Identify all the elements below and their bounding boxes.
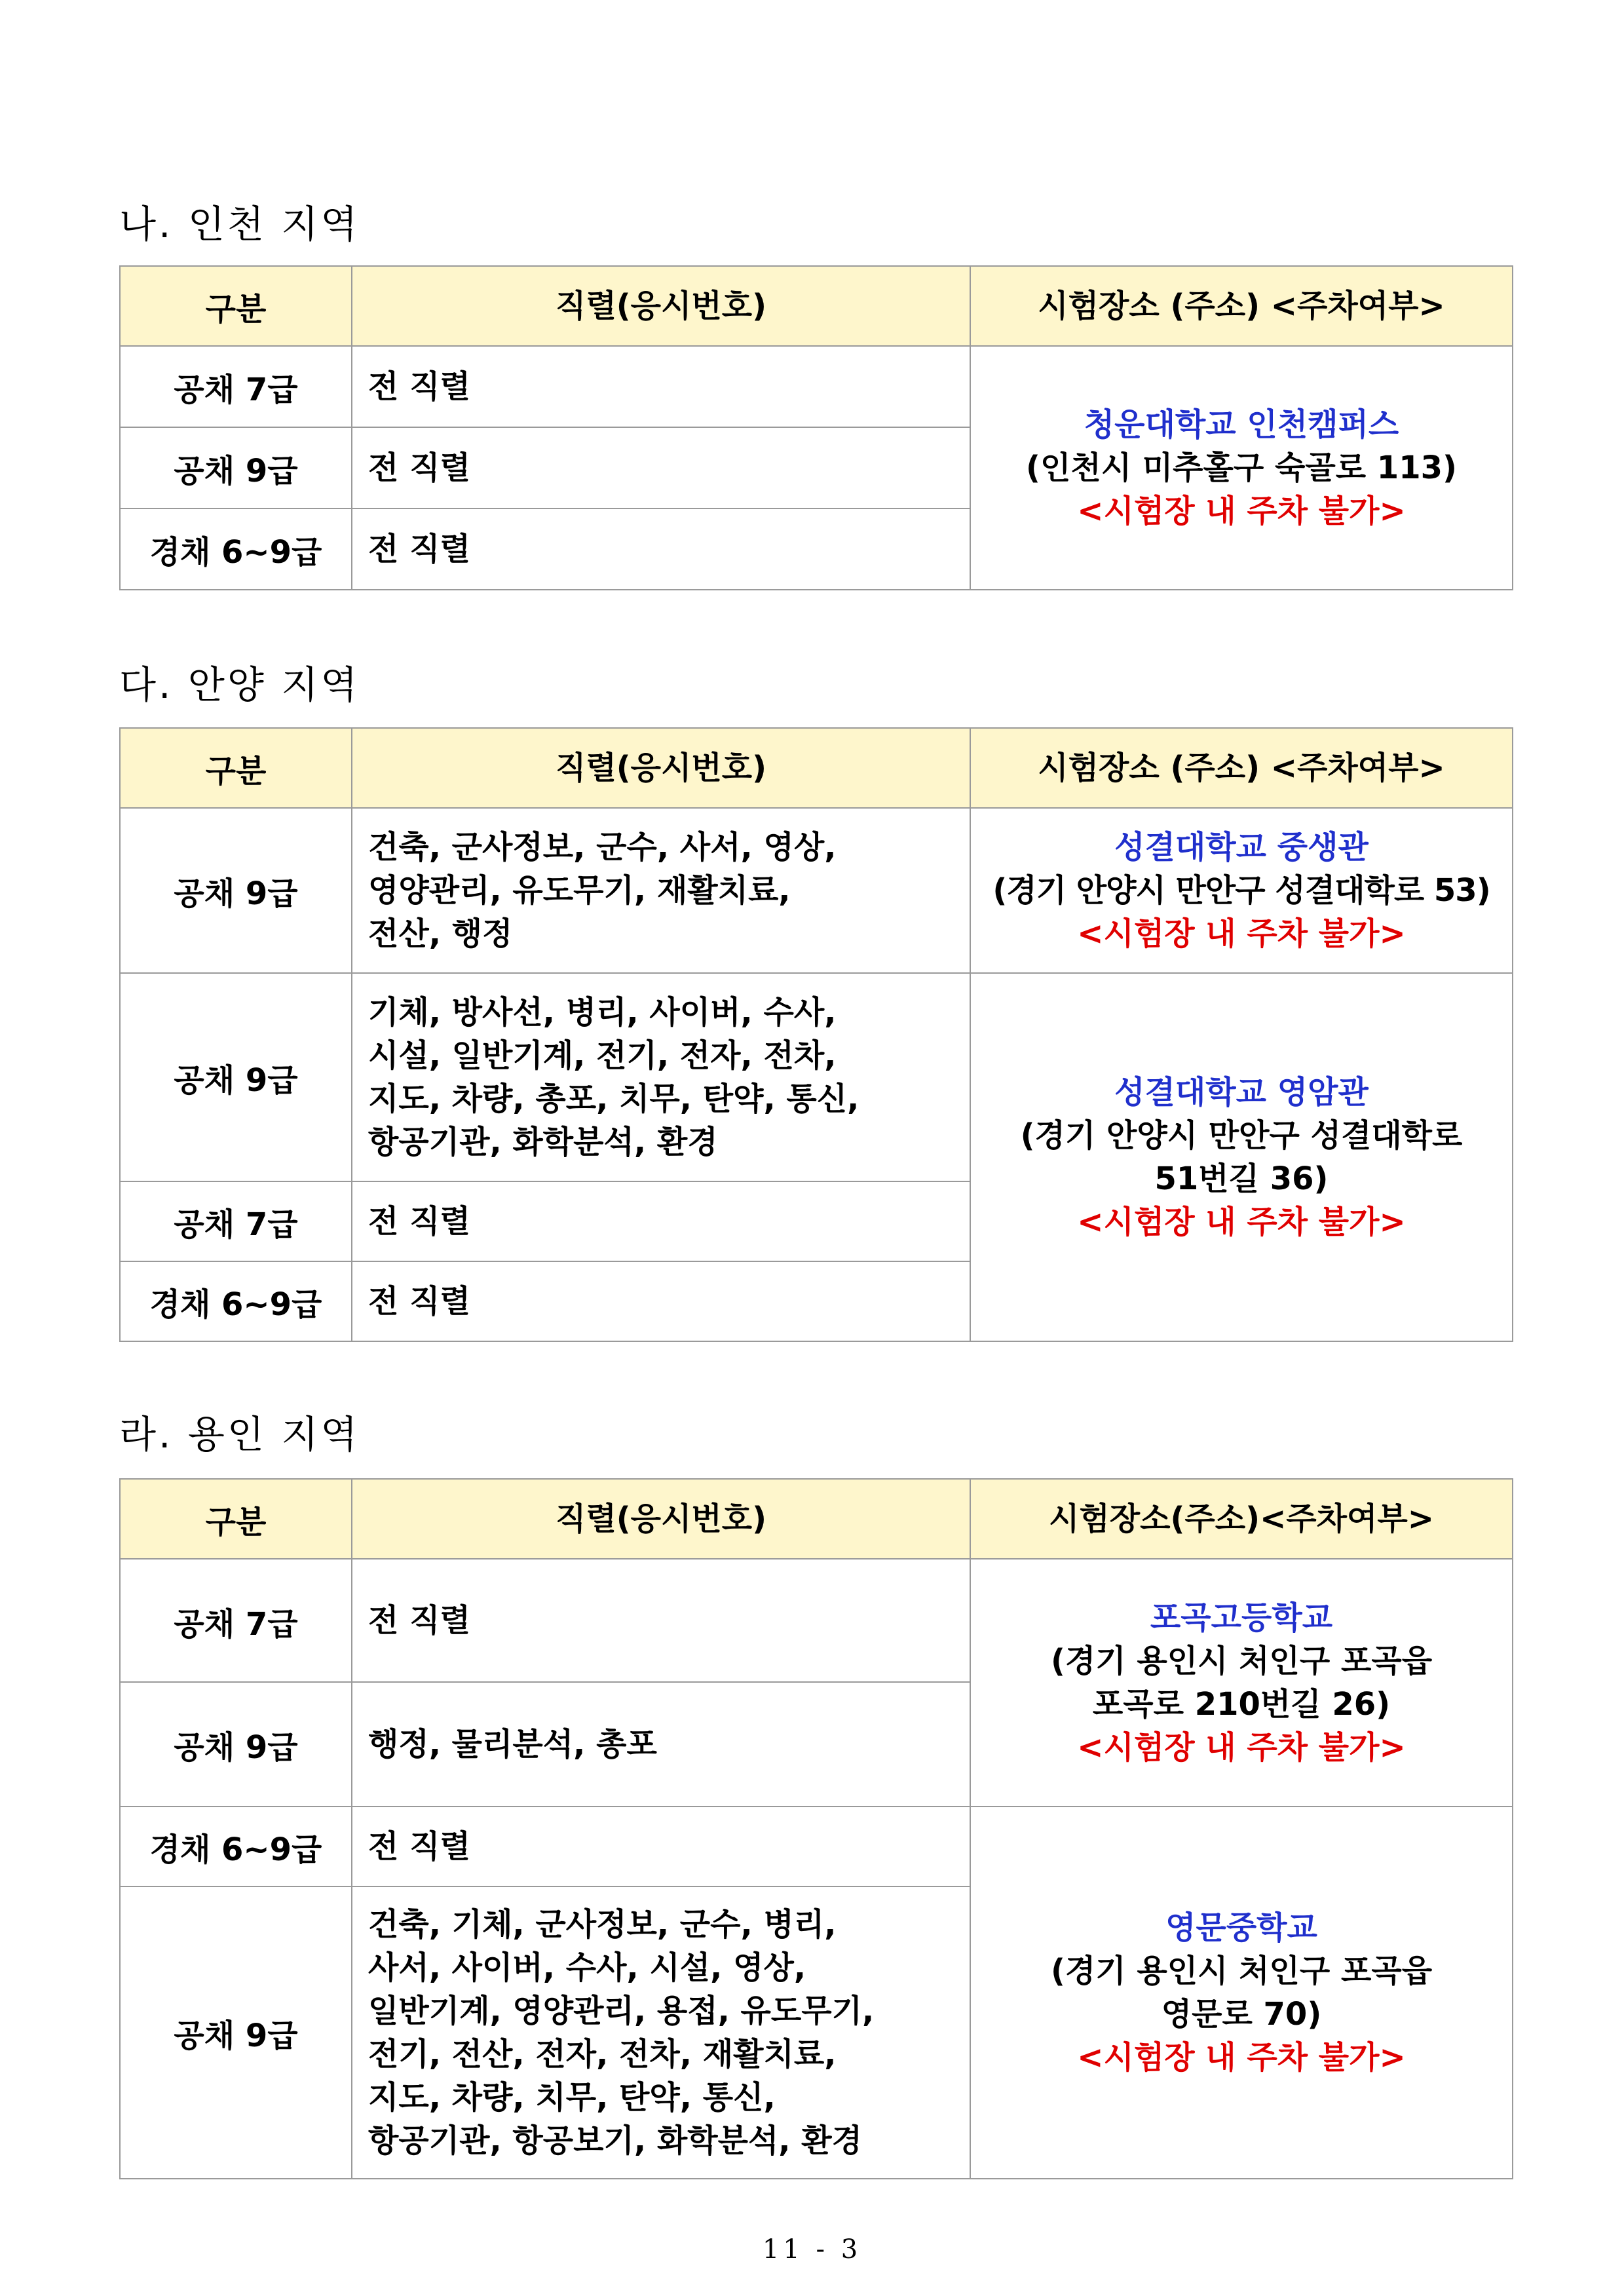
venue-address: (경기 안양시 만안구 성결대학로: [1020, 1117, 1463, 1154]
section-title-anyang: 다. 안양 지역: [119, 662, 360, 707]
venue-address: (경기 안양시 만안구 성결대학로 53): [992, 872, 1490, 909]
venue-parking: <시험장 내 주차 불가>: [1077, 915, 1406, 952]
table-header-row: [120, 1479, 1513, 1559]
anyang-table: [119, 727, 1513, 1342]
venue-parking: <시험장 내 주차 불가>: [1077, 2039, 1406, 2076]
venue-name: 성결대학교 영암관: [1114, 1074, 1369, 1111]
row-jobs: [352, 808, 970, 973]
venue-parking: <시험장 내 주차 불가>: [1077, 1204, 1406, 1240]
job-line: 행정, 물리분석, 총포: [368, 1726, 657, 1763]
table-row: [120, 973, 1513, 1181]
job-line: 항공기관, 화학분석, 환경: [368, 1124, 718, 1160]
job-line: 전산, 행정: [368, 915, 513, 952]
header-venue: 시험장소 (주소) <주차여부>: [970, 266, 1513, 346]
header-jobs: 직렬(응시번호): [352, 266, 970, 346]
venue-name: 영문중학교: [1165, 1909, 1317, 1946]
venue-address: 영문로 70): [1161, 1996, 1322, 2033]
page-number: 11 - 3: [762, 2234, 862, 2265]
header-jobs: 직렬(응시번호): [352, 1479, 970, 1559]
table-row: [120, 808, 1513, 973]
venue-address: (경기 용인시 처인구 포곡읍: [1050, 1953, 1433, 1989]
venue-parking: <시험장 내 주차 불가>: [1077, 1729, 1406, 1766]
row-category: 경채 6~9급: [120, 508, 352, 590]
job-line: 사서, 사이버, 수사, 시설, 영상,: [368, 1949, 806, 1986]
table-row: [120, 1559, 1513, 1682]
venue-address: 포곡로 210번길 26): [1092, 1686, 1391, 1723]
venue-name: 성결대학교 중생관: [1114, 829, 1369, 866]
table-header-row: [120, 266, 1513, 346]
table-row: [120, 1807, 1513, 1886]
row-category: 공채 9급: [120, 1682, 352, 1807]
job-line: 시설, 일반기계, 전기, 전자, 전차,: [368, 1037, 837, 1074]
venue-address: (인천시 미추홀구 숙골로 113): [1026, 450, 1457, 486]
venue-cell: [970, 808, 1513, 973]
venue-name: 포곡고등학교: [1150, 1599, 1333, 1636]
venue-address: (경기 용인시 처인구 포곡읍: [1050, 1643, 1433, 1679]
row-category: 공채 9급: [120, 1886, 352, 2179]
row-jobs: [352, 1682, 970, 1807]
row-jobs: [352, 508, 970, 590]
yongin-table: [119, 1478, 1513, 2179]
job-line: 전기, 전산, 전자, 전차, 재활치료,: [368, 2036, 837, 2073]
row-category: 공채 9급: [120, 808, 352, 973]
row-jobs: [352, 346, 970, 427]
header-venue: 시험장소(주소)<주차여부>: [970, 1479, 1513, 1559]
row-category: 공채 7급: [120, 346, 352, 427]
row-category: 경채 6~9급: [120, 1807, 352, 1886]
venue-cell: [970, 346, 1513, 590]
row-category: 경채 6~9급: [120, 1261, 352, 1341]
job-line: 전 직렬: [368, 1283, 470, 1320]
header-category: 구분: [120, 728, 352, 808]
job-line: 건축, 기체, 군사정보, 군수, 병리,: [368, 1906, 837, 1943]
table-row: [120, 346, 1513, 427]
section-title-yongin: 라. 용인 지역: [119, 1412, 360, 1457]
row-jobs: [352, 973, 970, 1181]
row-jobs: [352, 1181, 970, 1261]
incheon-table: [119, 265, 1513, 590]
table-header-row: [120, 728, 1513, 808]
row-jobs: [352, 1886, 970, 2179]
row-category: 공채 9급: [120, 427, 352, 508]
venue-parking: <시험장 내 주차 불가>: [1077, 493, 1406, 529]
job-line: 일반기계, 영양관리, 용접, 유도무기,: [368, 1993, 875, 2029]
venue-cell: [970, 973, 1513, 1341]
header-category: 구분: [120, 1479, 352, 1559]
row-jobs: [352, 1261, 970, 1341]
row-jobs: [352, 1559, 970, 1682]
header-venue: 시험장소 (주소) <주차여부>: [970, 728, 1513, 808]
job-line: 전 직렬: [368, 1828, 470, 1865]
venue-address: 51번길 36): [1154, 1160, 1329, 1197]
job-line: 지도, 차량, 총포, 치무, 탄약, 통신,: [368, 1081, 859, 1117]
row-category: 공채 7급: [120, 1559, 352, 1682]
job-line: 전 직렬: [368, 1602, 470, 1639]
venue-cell: [970, 1559, 1513, 1807]
venue-name: 청운대학교 인천캠퍼스: [1084, 406, 1399, 443]
job-line: 전 직렬: [368, 1203, 470, 1240]
row-category: 공채 7급: [120, 1181, 352, 1261]
job-line: 전 직렬: [368, 531, 470, 567]
row-jobs: [352, 1807, 970, 1886]
section-title-incheon: 나. 인천 지역: [119, 202, 360, 246]
job-line: 전 직렬: [368, 450, 470, 486]
job-line: 전 직렬: [368, 368, 470, 405]
job-line: 영양관리, 유도무기, 재활치료,: [368, 872, 791, 909]
job-line: 지도, 차량, 치무, 탄약, 통신,: [368, 2079, 776, 2116]
job-line: 항공기관, 항공보기, 화학분석, 환경: [368, 2122, 862, 2159]
row-jobs: [352, 427, 970, 508]
job-line: 기체, 방사선, 병리, 사이버, 수사,: [368, 994, 837, 1031]
job-line: 건축, 군사정보, 군수, 사서, 영상,: [368, 829, 837, 866]
row-category: 공채 9급: [120, 973, 352, 1181]
header-category: 구분: [120, 266, 352, 346]
header-jobs: 직렬(응시번호): [352, 728, 970, 808]
venue-cell: [970, 1807, 1513, 2179]
